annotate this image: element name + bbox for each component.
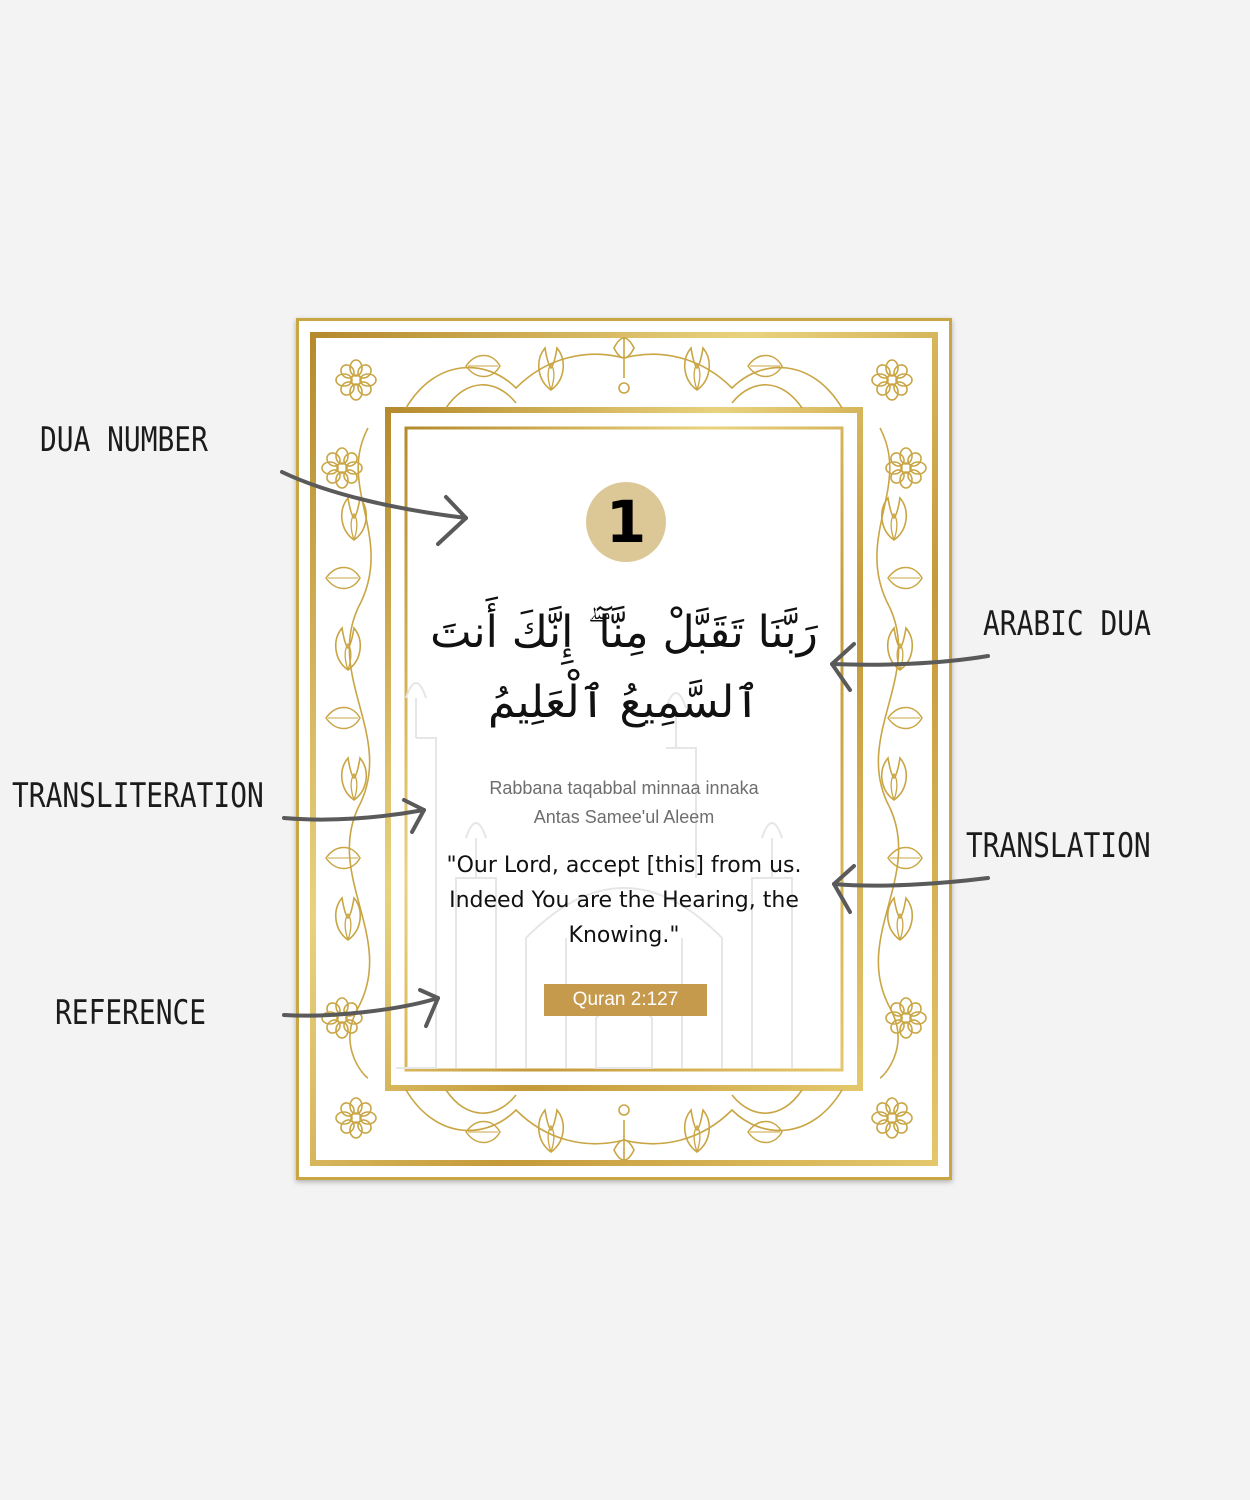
arabic-dua-line-2: ٱلسَّمِيعُ ٱلْعَلِيمُ	[487, 677, 761, 728]
label-dua-number: DUA NUMBER	[40, 420, 208, 460]
reference-box: Quran 2:127	[544, 984, 707, 1016]
ornamental-gold-frame	[296, 318, 952, 1180]
dua-poster-card	[296, 318, 952, 1180]
transliteration	[408, 774, 840, 832]
translation	[408, 848, 840, 953]
dua-number-badge: 1	[586, 482, 666, 562]
translation-line-2: Indeed You are the Hearing, the	[449, 888, 799, 913]
label-transliteration: TRANSLITERATION	[12, 776, 264, 816]
label-reference: REFERENCE	[55, 993, 207, 1033]
label-arabic-dua: ARABIC DUA	[983, 604, 1151, 644]
arabic-dua-line-1: رَبَّنَا تَقَبَّلْ مِنَّآ ۖ إِنَّكَ أَنتَ	[430, 607, 818, 658]
label-translation: TRANSLATION	[966, 826, 1151, 866]
translation-line-3: Knowing."	[568, 923, 680, 948]
translation-line-1: "Our Lord, accept [this] from us.	[446, 853, 802, 878]
transliteration-line-2: Antas Samee'ul Aleem	[533, 807, 715, 827]
transliteration-line-1: Rabbana taqabbal minnaa innaka	[489, 778, 759, 798]
